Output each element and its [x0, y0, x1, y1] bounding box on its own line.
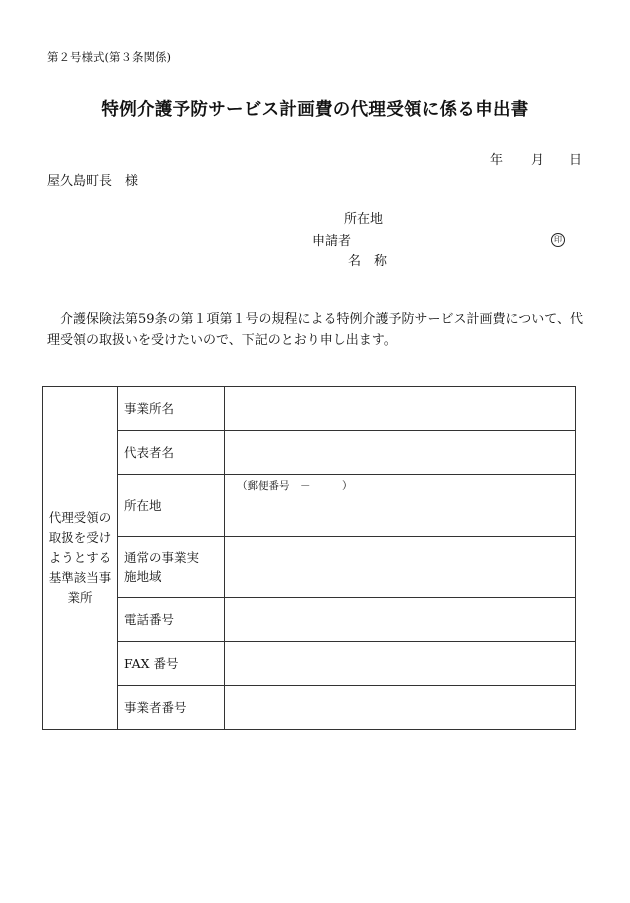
- field-label-text: 通常の事業実施地域: [124, 550, 200, 584]
- form-number: 第２号様式(第３条関係): [47, 50, 171, 64]
- field-value[interactable]: [225, 475, 576, 537]
- field-label: [118, 537, 225, 598]
- field-value[interactable]: [225, 686, 576, 730]
- field-label: 事業所名: [118, 387, 225, 431]
- year-label: 年: [490, 153, 504, 168]
- field-label: 電話番号: [118, 598, 225, 642]
- document-title: 特例介護予防サービス計画費の代理受領に係る申出書: [101, 100, 529, 120]
- table-row: [43, 598, 576, 642]
- field-value[interactable]: [225, 431, 576, 475]
- field-value[interactable]: [225, 537, 576, 598]
- day-label: 日: [569, 153, 583, 168]
- field-value[interactable]: [225, 642, 576, 686]
- applicant-address-label: 所在地: [344, 212, 384, 227]
- body-paragraph: 介護保険法第59条の第１項第１号の規程による特例介護予防サービス計画費について、代理受領の取扱いを受けたいので、下記のとおり申し出ます。: [47, 312, 584, 348]
- table-row: [43, 387, 576, 431]
- category-label: 代理受領の取扱を受けようとする基準該当事業所: [48, 510, 112, 605]
- field-value[interactable]: [225, 598, 576, 642]
- field-label: 代表者名: [118, 431, 225, 475]
- seal-mark: 印: [551, 233, 565, 247]
- table-row: [43, 686, 576, 730]
- field-label: FAX 番号: [118, 642, 225, 686]
- table-row: [43, 475, 576, 537]
- field-value[interactable]: [225, 387, 576, 431]
- month-label: 月: [531, 153, 545, 168]
- table-row: [43, 537, 576, 598]
- field-label: 事業者番号: [118, 686, 225, 730]
- category-cell: [43, 387, 118, 730]
- table-row: [43, 642, 576, 686]
- postal-code-note: （郵便番号 － ）: [237, 480, 353, 492]
- applicant-label: 申請者: [312, 234, 352, 249]
- table-row: [43, 431, 576, 475]
- field-label: 所在地: [118, 475, 225, 537]
- applicant-name-label: 名 称: [348, 254, 388, 269]
- addressee: 屋久島町長 様: [47, 174, 139, 189]
- facility-table: [42, 386, 576, 730]
